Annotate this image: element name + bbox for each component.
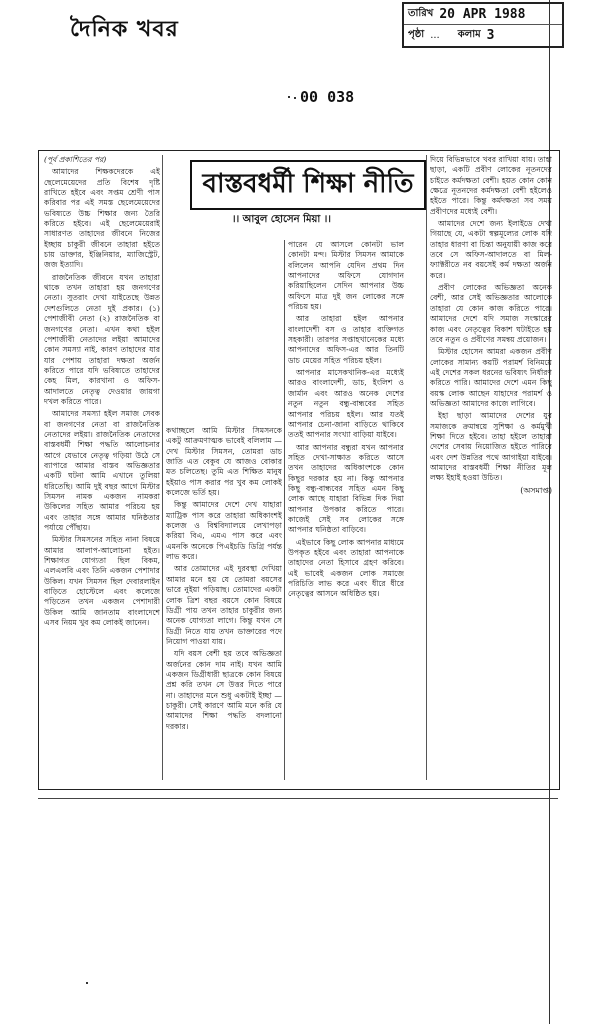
column-divider [426,155,427,780]
column-3-paragraph: আর আপনার বন্ধুরা যখন আপনার সহিত দেখা-সাক্ষাত করিতে আসে তখন তাহাদের অধিকাংশকে কোন কিছুর দরকার হয় না। কিন্তু আপনার কিছু বন্ধু-বান্ধবের সহিত এমন কিছু লোক আছে যাহারা বিভিন্ন দিক দিয়া আপনার উপকার করিতে পারে। কাজেই সেই সব লোকের সঙ্গে আপনার ঘনিষ্ঠতা বাড়িবে। [288,442,404,535]
scan-speck [288,96,290,98]
column-4-paragraph: মিস্টার হোসেন আমরা একজন প্রবীণ লোকের সামান্য কয়টি পরামর্শ বিনিময়ে এই দেশের সকল ধরনের ভবিষ্যৎ নির্ধারণ করিতে পারি। আমাদের দেশে এমন কিছু বয়স্ক লোক আছেন যাহাদের পরামর্শ ও অভিজ্ঞতা আমাদের কাজে লাগিবে। [430,347,552,408]
newspaper-masthead: দৈনিক খবর [70,16,179,42]
article-byline: ।। আবুল হোসেন মিয়া ।। [232,214,331,225]
column-4-paragraph: দিয়ে বিভিন্নভাবে খবর রাখিয়া যায়। তাহা ছাড়া, একটি প্রবীণ লোকের নূতনদের চাইতে কর্মদক্ষতা বেশী। হয়ত কোন কোন ক্ষেত্রে নূতনদের কর্মদক্ষতা বেশী হইলেও হইতে পারে। কিন্তু কর্মদক্ষতা সব সময় প্রবীণদের মধ্যেই বেশী। [430,155,552,216]
column-divider [284,240,285,780]
stamp-page-label: পৃষ্ঠা [408,28,425,40]
archive-date-stamp [402,2,564,48]
column-3-paragraph: পারেন যে আসলে কোনটা ভাল কোনটা মন্দ। মিস্টার সিমসন আমাকে বলিলেন আপনি যেদিন প্রথম দিন আপনাদের অফিসে যোগদান করিয়াছিলেন সেদিন আপনার উচ্চ অফিসে মাত্র দুই জন লোকের সঙ্গে পরিচয় হয়। [288,240,404,312]
column-3-paragraph: আপনার মাসেকখানিক-এর মধ্যেই আরও বাংলাদেশী, ডাচ, ইংলিশ ও জার্মান এবং আরও অনেক দেশের নতুন নতুন বন্ধু-বান্ধবের সহিত আপনার পরিচয় হইল। আর যতই আপনার চেনা-জানা বাড়িতে থাকিবে ততই আপনার সংখ্যা বাড়িয়া যাইবে। [288,368,404,440]
column-2-paragraph: কথাচ্ছলে আমি মিস্টার সিমসনকে একটু আক্রমণাত্মক ভাবেই বলিলাম — দেখ মিস্টার সিমসন, তোমরা ডাচ জাতি এত বেকুব যে আজও বোকার মত চলিতেছ। তুমি এত শিক্ষিত মানুষ হইয়াও পাস করার পর খুব কম লোকই কলেজে ভর্তি হয়। [166,426,282,498]
article-headline: বাস্তবধর্মী শিক্ষা নীতি [190,160,426,210]
column-divider [162,155,163,780]
column-3-paragraph: আর তাহারা হইল আপনার বাংলাদেশী বস ও তাহার ব্যক্তিগত সহকারী। তারপর সপ্তাহখানেকের মধ্যে আপনাদের অফিস-এর আর তিনটি ডাচ মেয়ের সহিত পরিচয় হইল। [288,314,404,365]
article-column-4 [430,155,552,780]
article-column-3 [288,240,404,780]
scan-speck [294,97,296,99]
column-1-paragraph: আমাদের সমস্যা হইল সমাজ সেবক বা জনগণের নেতা বা রাজনৈতিক নেতাদের লইয়া। রাজনৈতিক নেতাদের বাস্তবধর্মী শিক্ষা পদ্ধতি আলোচনার আগে যেভাবে নেতৃত্ব গড়িয়া উঠে সে ব্যাপারে আমার বাস্তব অভিজ্ঞতার একটি ঘটনা আমি এখানে তুলিয়া ধরিতেছি। আমি দুই বছর আগে মিস্টার সিমসন নামক একজন নামকরা উকিলের সহিত আমার পরিচয় হয় এবং তাহার সঙ্গে আমার ঘনিষ্ঠতার পর্যায়ে পৌঁছায়। [44,409,160,533]
stamp-column-value: 3 [486,27,495,43]
stamp-page-value: ... [430,29,440,41]
column-3-paragraph: এইভাবে কিছু লোক আপনার মাধ্যমে উপকৃত হইবে এবং তাহারা আপনাকে তাহাদের নেতা হিসাবে গ্রহণ করিবে। এই ভাবেই একজন লোক সমাজে পরিচিতি লাভ করে এবং ধীরে ধীরে নেতৃত্বের আসনে অধিষ্ঠিত হয়। [288,537,404,599]
column-4-paragraph: আমাদের দেশে জন্য ইলাইডে দেখা গিয়াছে যে, একটা স্বল্পমূল্যের লোক যদি তাহার ধারণা বা চিন্তা অনুযায়ী কাজ করে তবে সে অফিস-আদালতে বা মিল-ফ্যাক্টরীতে নব বয়সেই কর্ম দক্ষতা অর্জন করে। [430,219,552,280]
continuation-note: (পূর্ব প্রকাশিতের পর) [44,155,107,164]
stamp-date-value: 20 APR 1988 [439,6,526,22]
column-2-paragraph: কিন্তু আমাদের দেশে দেখ যাহারা ম্যাট্রিক পাস করে তাহারা অধিকাংশই কলেজ ও বিশ্ববিদ্যালয়ে লেখাপড়া করিয়া বিএ, এমএ পাস করে এবং এমনকি অনেকে পিএইচডি ডিগ্রি পর্যন্ত লাভ করে। [166,500,282,562]
column-1-paragraph: রাজনৈতিক জীবনে যখন তাহারা থাকে তখন তাহারা হয় জনগণের নেতা। সুতরাং দেখা যাইতেছে উন্নত দেশগুলিতে নেতা দুই প্রকার। (১) পেশাজীবী নেতা (২) রাজনৈতিক বা জনগণের নেতা। এখন কথা হইল পেশাজীবী নেতাদের লইয়া আমাদের কোন সমস্যা নাই, কারণ তাহাদের যার যার পেশায় তাহারা দক্ষতা অর্জন করিতে পারে যদি ভবিষ্যতে তাহাদের কেহ মিল, কারখানা ও অফিস-আদালতে নেতৃত্ব দেওয়ার জায়গা দখল করিতে পারে। [44,272,160,406]
scan-speck [86,982,88,984]
stamp-date-row [404,4,562,24]
column-4-paragraph: প্রবীণ লোকের অভিজ্ঞতা অনেক বেশী, আর সেই অভিজ্ঞতার আলোকে তাহারা যে কোন কাজ করিতে পারে। আমাদের দেশে যদি সমাজ সংস্কারের কাজ এবং নেতৃত্বের বিকাশ ঘটাইতে হয় তবে নতুন ও প্রবীণের সমন্বয় প্রয়োজন। [430,283,552,344]
archive-serial-number: 00 038 [300,88,355,106]
column-1-paragraph: আমাদের শিক্ষকদেরকে এই ছেলেমেয়েদের প্রতি বিশেষ দৃষ্টি রাখিতে হইবে এবং সপ্তম শ্রেণী পাস করিবার পর এই সমস্ত ছেলেমেয়েদের ভবিষ্যতে উচ্চ শিক্ষার জন্য তৈরি করিতে হইবে। এই ছেলেমেয়েরাই সাধারণত তাহাদের জীবনে নিজের ইচ্ছায় চাকুরী জীবনে তাহারা হইতে চায় ডাক্তার, ইঞ্জিনিয়ার, ম্যাজিস্ট্রেট, জজ ইত্যাদি। [44,167,160,270]
article-column-2 [166,426,282,780]
column-2-paragraph: আর তোমাদের এই দুরবস্থা দেখিয়া আমার মনে হয় যে তোমরা বয়সের ভারে নুইয়া পড়িয়াছ। তোমাদের একটা লোক ত্রিশ বছর বয়সে কোন বিষয়ে ডিগ্রী পায় তখন তাহার চাকুরীর জন্য অনেক যোগ্যতা লাগে। কিন্তু যখন সে ডিগ্রী নিতে যায় তখন ডাক্তারের পদে নিয়োগ পাওয়া যায়। [166,564,282,646]
stamp-date-label: তারিখ [408,7,434,19]
column-4-paragraph: ইহা ছাড়া আমাদের দেশের যুব সমাজকে ক্রমান্বয়ে সুশিক্ষা ও কর্মমুখী শিক্ষা দিতে হইবে। তাহা হইলে তাহারা দেশের সেবায় নিয়োজিত হইতে পারিবে এবং দেশ উন্নতির পথে আগাইয়া যাইবে। আমাদের বাস্তবধর্মী শিক্ষা নীতির মূল লক্ষ্য ইহাই হওয়া উচিত। [430,411,552,483]
column-1-paragraph: মিস্টার সিমসনের সহিত নানা বিষয়ে আমার আলাপ-আলোচনা হইত। শিক্ষাগত যোগ্যতা ছিল বিকম, এলএলবি এবং তিনি একজন পেশাদার উকিল। যখন সিমসন ছিল দেবারলাইন বাড়িতে হোস্টেলে এবং কলেজে পড়িতেন তখন একজন পেশাদারী উকিল আমি জানতাম বাংলাদেশে এসব নিয়ম খুব কম লোকই জানেন। [44,535,160,628]
continued-mark: (অসমাপ্ত) [520,485,552,495]
article-column-1 [44,155,160,780]
stamp-page-row [404,24,562,45]
column-2-paragraph: যদি বয়স বেশী হয় তবে অভিজ্ঞতা অর্জনের কোন দাম নাই। যখন আমি একজন ডিগ্রীধারী ছাত্রকে কোন বিষয়ে প্রশ্ন করি তখন সে উত্তর দিতে পারে না। তাহাদের মনে শুধু একটাই ইচ্ছা — চাকুরী। সেই কারণে আমি মনে করি যে আমাদের শিক্ষা পদ্ধতি বদলানো দরকার। [166,649,282,731]
clipping-bottom-rule [38,798,558,799]
stamp-column-label: কলাম [457,28,481,40]
